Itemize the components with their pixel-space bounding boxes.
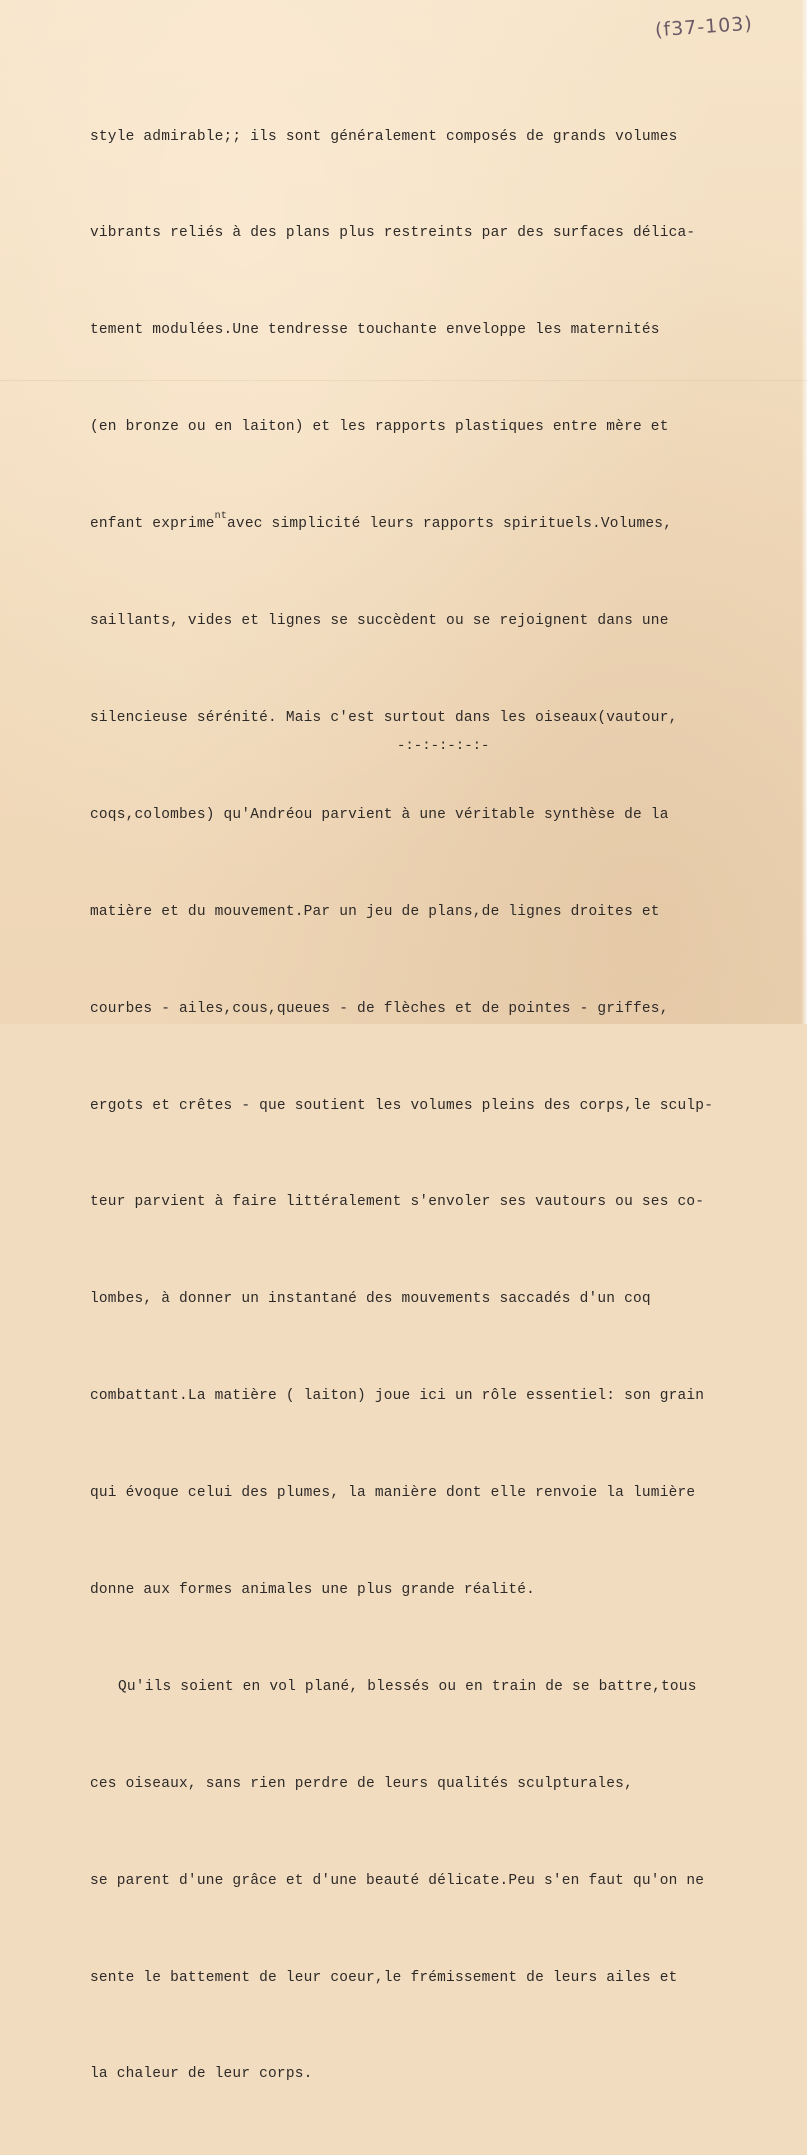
text-line: silencieuse sérénité. Mais c'est surtout dans les oiseaux(vautour, [90,709,678,726]
text-fragment: avec simplicité leurs rapports spirituels.Volumes, [227,516,673,533]
paper-edge [801,0,807,1024]
text-line: matière et du mouvement.Par un jeu de plans,de lignes droites et [90,903,660,920]
text-line: (en bronze ou en laiton) et les rapports plastiques entre mère et [90,419,669,436]
handwritten-insertion: nt [214,511,228,523]
text-line: sente le battement de leur coeur,le frémissement de leurs ailes et [90,1969,678,1986]
section-separator: -:-:-:-:-:- [397,738,490,754]
text-line: courbes - ailes,cous,queues - de flèches et de pointes - griffes, [90,1000,669,1017]
text-fragment: enfant exprime [90,516,215,533]
text-line: donne aux formes animales une plus grande réalité. [90,1581,536,1598]
folio-number: (f37-103) [654,12,754,42]
text-line: la chaleur de leur corps. [90,2066,313,2083]
text-line: combattant.La matière ( laiton) joue ici un rôle essentiel: son grain [90,1388,705,1405]
text-line: style admirable;; ils sont généralement composés de grands volumes [90,128,678,145]
text-line: Qu'ils soient en vol plané, blessés ou en train de se battre,tous [118,1678,697,1695]
typed-text [90,56,780,2155]
text-line: ergots et crêtes - que soutient les volumes pleins des corps,le sculp- [90,1097,714,1114]
text-line: teur parvient à faire littéralement s'envoler ses vautours ou ses co- [90,1194,705,1211]
text-line: saillants, vides et lignes se succèdent ou se rejoignent dans une [90,613,669,630]
text-line: vibrants reliés à des plans plus restreints par des surfaces délica- [90,225,696,242]
text-line: tement modulées.Une tendresse touchante enveloppe les maternités [90,322,660,339]
text-line: se parent d'une grâce et d'une beauté délicate.Peu s'en faut qu'on ne [90,1872,705,1889]
text-line-with-insertion [90,508,780,540]
text-line: lombes, à donner un instantané des mouvements saccadés d'un coq [90,1291,651,1308]
text-line: coqs,colombes) qu'Andréou parvient à une véritable synthèse de la [90,806,669,823]
text-line: qui évoque celui des plumes, la manière dont elle renvoie la lumière [90,1485,696,1502]
text-line: ces oiseaux, sans rien perdre de leurs qualités sculpturales, [90,1775,633,1792]
